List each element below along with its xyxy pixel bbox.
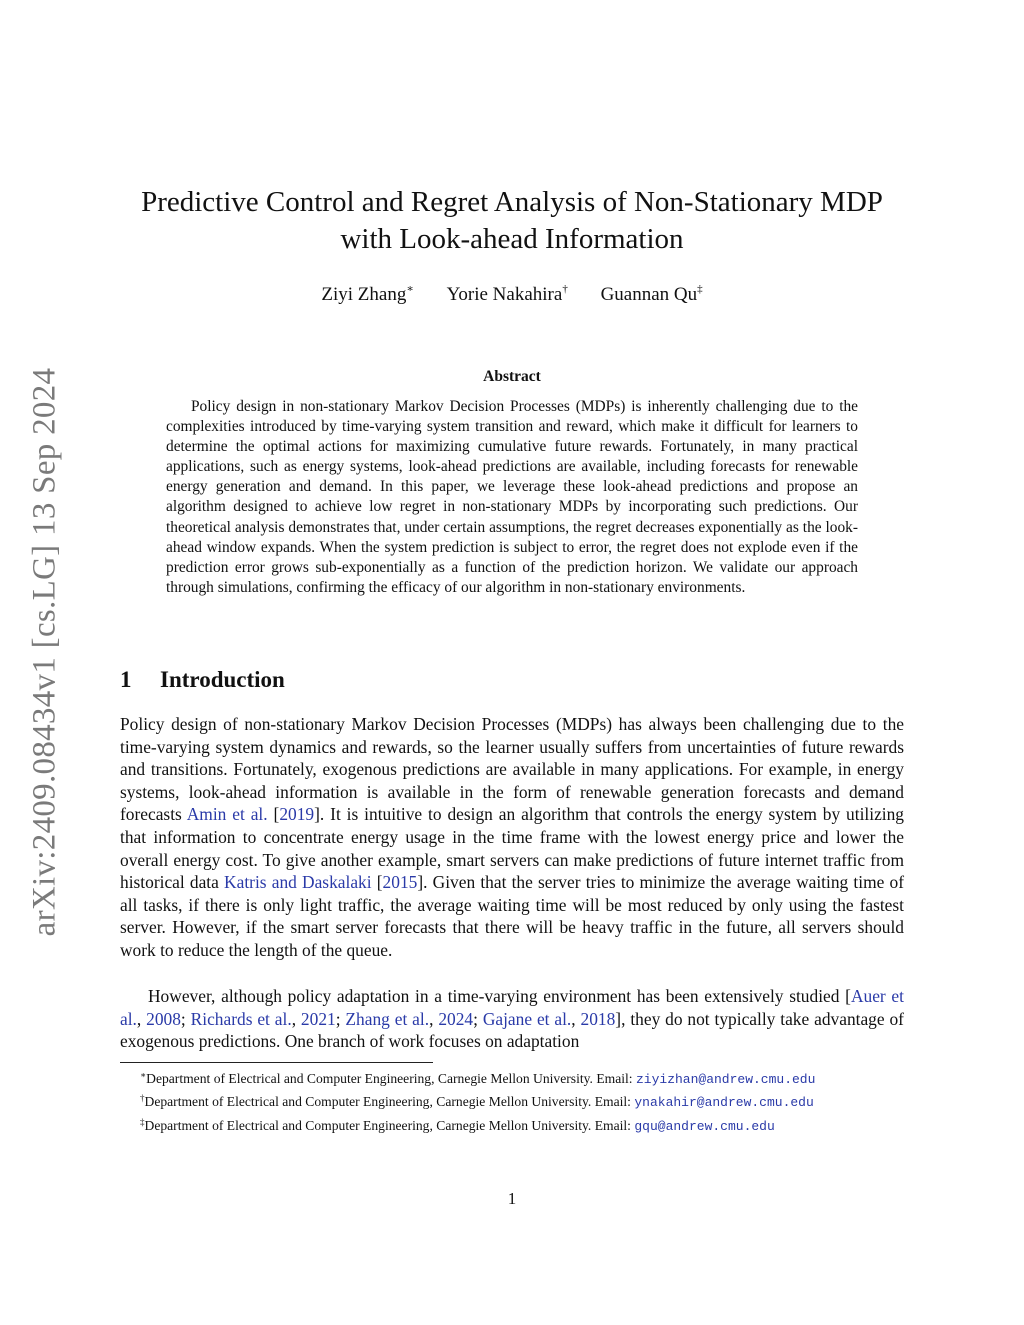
text-run: ]. Given that the server tries to minimize the average waiting time of all tasks, if there is only light traffic, the average waiting time will be most reduced by only using the fastest server. However, if the smart server forecasts that there will be heavy traffic in the future, all servers should work to reduce the length of the queue. xyxy=(120,872,904,960)
text-run: ; xyxy=(473,1008,483,1029)
author-name: Ziyi Zhang xyxy=(321,284,407,305)
email-link[interactable]: gqu@andrew.cmu.edu xyxy=(634,1118,775,1134)
author xyxy=(601,284,703,305)
footnotes xyxy=(120,1066,904,1136)
author-name: Guannan Qu xyxy=(600,284,698,305)
email-link[interactable]: ziyizhan@andrew.cmu.edu xyxy=(635,1072,816,1087)
text-run: However, although policy adaptation in a time-varying environment has been extensively studied [ xyxy=(148,986,851,1006)
text-run: ]. It is intuitive to design an algorithm that controls the energy system by utilizing that information to concentrate energy usage in the time frame with the lowest energy price and lower the overall energy cost. To give another example, smart servers can make predictions of future internet traffic from historical data xyxy=(120,804,905,893)
citation-year-link[interactable]: 2021 xyxy=(300,1008,336,1029)
footnote-mark: ‡ xyxy=(140,1116,145,1127)
citation-year-link[interactable]: 2008 xyxy=(146,1008,181,1029)
author-mark: ‡ xyxy=(697,283,703,295)
text-run: Policy design of non-stationary Markov Decision Processes (MDPs) has always been challenging due to the time-varying system dynamics and rewards, so the learner usually suffers from uncertainties of future rewards and transitions. Fortunately, exogenous predictions are available in many applications. For example, in energy systems, look-ahead information is available in the form of renewable generation forecasts and demand forecasts xyxy=(120,714,904,825)
section-heading-introduction xyxy=(120,667,285,693)
text-run: [ xyxy=(371,872,383,893)
author xyxy=(321,284,413,305)
citation-year-link[interactable]: 2015 xyxy=(382,872,418,893)
footnote-3 xyxy=(120,1113,904,1136)
footnote-mark: ∗ xyxy=(140,1070,147,1080)
text-run: [ xyxy=(267,804,280,825)
section-number: 1 xyxy=(120,667,132,692)
author-mark: ∗ xyxy=(406,283,414,295)
text-run: , xyxy=(571,1008,581,1029)
author xyxy=(447,284,568,305)
page-number: 1 xyxy=(507,1189,517,1208)
citation-link[interactable]: Zhang et al. xyxy=(345,1008,430,1029)
paper-title xyxy=(120,184,904,258)
text-run: ; xyxy=(335,1008,346,1029)
title-line-1: Predictive Control and Regret Analysis of Non-Stationary MDP xyxy=(141,186,883,218)
intro-paragraph-2 xyxy=(120,985,904,1053)
text-run: ; xyxy=(180,1008,191,1029)
footnote-1 xyxy=(120,1066,904,1089)
footnote-mark: † xyxy=(140,1093,145,1104)
footnote-text: Department of Electrical and Computer Engineering, Carnegie Mellon University. Email: xyxy=(144,1094,635,1110)
citation-link[interactable]: Katris and Daskalaki xyxy=(224,872,372,893)
email-link[interactable]: ynakahir@andrew.cmu.edu xyxy=(634,1095,814,1111)
author-mark: † xyxy=(562,283,568,295)
text-run: , xyxy=(136,1008,147,1029)
citation-year-link[interactable]: 2019 xyxy=(279,804,315,825)
citation-link[interactable]: Amin et al. xyxy=(186,804,268,825)
footnote-2 xyxy=(120,1089,904,1112)
citation-year-link[interactable]: 2024 xyxy=(438,1008,474,1029)
footnote-divider xyxy=(120,1062,433,1063)
citation-link[interactable]: Auer et al. xyxy=(120,986,904,1029)
footnote-text: Department of Electrical and Computer Engineering, Carnegie Mellon University. Email: xyxy=(144,1117,635,1133)
author-list xyxy=(120,282,904,306)
text-run: , xyxy=(429,1008,439,1029)
citation-link[interactable]: Richards et al. xyxy=(190,1008,292,1029)
citation-year-link[interactable]: 2018 xyxy=(580,1008,616,1029)
footnote-text: Department of Electrical and Computer Engineering, Carnegie Mellon University. Email: xyxy=(146,1071,636,1086)
section-title: Introduction xyxy=(160,667,285,692)
citation-link[interactable]: Gajane et al. xyxy=(482,1008,572,1029)
title-line-2: with Look-ahead Information xyxy=(340,223,684,255)
text-run: ], they do not typically take advantage of exogenous predictions. One branch of work focuses on adaptation xyxy=(120,1008,904,1052)
author-name: Yorie Nakahira xyxy=(446,284,563,305)
abstract-heading: Abstract xyxy=(483,368,541,385)
arxiv-stamp: arXiv:2409.08434v1 [cs.LG] 13 Sep 2024 xyxy=(26,367,63,937)
intro-paragraph-1 xyxy=(120,713,904,962)
abstract-text: Policy design in non-stationary Markov Decision Processes (MDPs) is inherently challenging due to the complexities introduced by time-varying system transition and reward, which make it difficult for learners to determine the optimal actions for maximizing cumulative future rewards. Fortunately, in many practical applications, such as energy systems, look-ahead predictions are available, including forecasts for renewable energy generation and demand. In this paper, we leverage these look-ahead predictions and propose an algorithm designed to achieve low regret in non-stationary MDPs by incorporating such predictions. Our theoretical analysis demonstrates that, under certain assumptions, the regret decreases exponentially as the look-ahead window expands. When the system prediction is subject to error, the regret does not explode even if the prediction error grows sub-exponentially as a function of the prediction horizon. We validate our approach through simulations, confirming the efficacy of our algorithm in non-stationary environments. xyxy=(166,398,858,596)
text-run: , xyxy=(291,1008,301,1029)
